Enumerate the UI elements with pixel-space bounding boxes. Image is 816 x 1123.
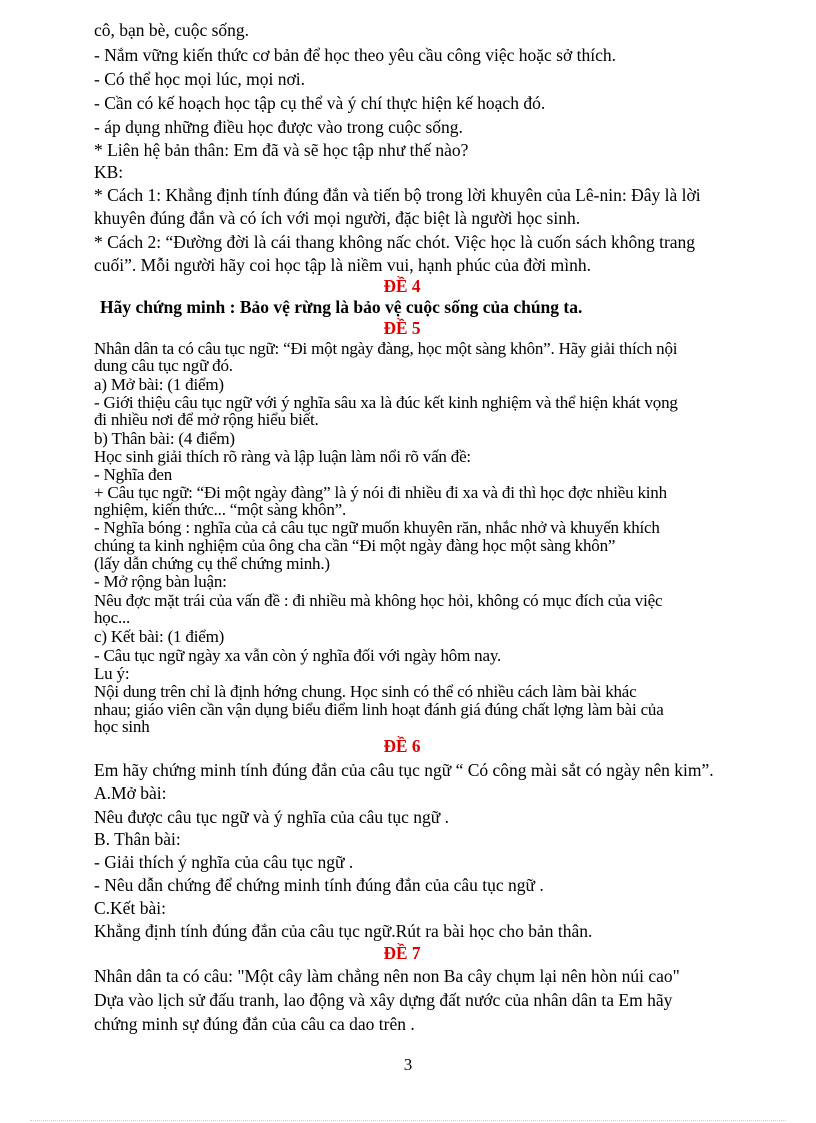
text-line: chúng ta kinh nghiệm của ông cha cần “Đi một ngày đàng học một sàng khôn”	[94, 536, 616, 555]
text-line: cô, bạn bè, cuộc sống.	[94, 20, 250, 40]
text-line: - áp dụng những điều học được vào trong cuộc sống.	[94, 117, 463, 137]
text-line: Nhân dân ta có câu: "Một cây làm chẳng nên non Ba cây chụm lại nên hòn núi cao"	[94, 966, 680, 986]
text-line: b) Thân bài: (4 điểm)	[94, 429, 235, 448]
text-line: cuối”. Mỗi người hãy coi học tập là niềm vui, hạnh phúc của đời mình.	[94, 255, 591, 275]
text-line: chứng minh sự đúng đắn của câu ca dao trên .	[94, 1014, 415, 1034]
text-line: Nêu được câu tục ngữ và ý nghĩa của câu tục ngữ .	[94, 807, 450, 827]
section-topic: Hãy chứng minh : Bảo vệ rừng là bảo vệ cuộc sống của chúng ta.	[100, 297, 583, 317]
text-line: (lấy dẫn chứng cụ thể chứng minh.)	[94, 554, 330, 573]
section-heading-de-6: ĐỀ 6	[383, 736, 421, 756]
text-line: C.Kết bài:	[94, 898, 166, 918]
text-line: c) Kết bài: (1 điểm)	[94, 627, 225, 646]
text-line: - Nghĩa bóng : nghĩa của cả câu tục ngữ muốn khuyên răn, nhắc nhở và khuyến khích	[94, 518, 660, 537]
text-line: - Giải thích ý nghĩa của câu tục ngữ .	[94, 852, 354, 872]
page-number: 3	[403, 1055, 413, 1074]
text-line: Học sinh giải thích rõ ràng và lập luận làm nổi rõ vấn đề:	[94, 447, 471, 466]
text-line: B. Thân bài:	[94, 829, 181, 849]
text-line: khuyên đúng đắn và có ích với mọi người, đặc biệt là người học sinh.	[94, 208, 581, 228]
text-line: - Nghĩa đen	[94, 465, 173, 484]
text-line: đi nhiều nơi để mở rộng hiểu biết.	[94, 410, 319, 429]
text-line: * Liên hệ bản thân: Em đã và sẽ học tập như thế nào?	[94, 140, 469, 160]
text-line: Nội dung trên chỉ là định hớng chung. Học sinh có thể có nhiều cách làm bài khác	[94, 682, 637, 701]
text-line: Khẳng định tính đúng đắn của câu tục ngữ.Rút ra bài học cho bản thân.	[94, 921, 593, 941]
text-line: Lu ý:	[94, 664, 130, 683]
text-line: Em hãy chứng minh tính đúng đắn của câu tục ngữ “ Có công mài sắt có ngày nên kim”.	[94, 760, 714, 780]
text-line: - Giới thiệu câu tục ngữ với ý nghĩa sâu xa là đúc kết kinh nghiệm và thể hiện khát vọng	[94, 393, 678, 412]
text-line: Dựa vào lịch sử đấu tranh, lao động và xây dựng đất nước của nhân dân ta Em hãy	[94, 990, 673, 1010]
text-line: - Cần có kế hoạch học tập cụ thể và ý chí thực hiện kế hoạch đó.	[94, 93, 546, 113]
text-line: KB:	[94, 162, 124, 182]
text-line: Nêu đợc mặt trái của vấn đề : đi nhiều mà không học hỏi, không có mục đích của việc	[94, 591, 663, 610]
section-heading-de-5: ĐỀ 5	[383, 318, 421, 338]
section-heading-de-4: ĐỀ 4	[383, 276, 421, 296]
text-line: * Cách 1: Khẳng định tính đúng đắn và tiến bộ trong lời khuyên của Lê-nin: Đây là lời	[94, 185, 701, 205]
text-line: nghiệm, kiến thức... “một sàng khôn”.	[94, 500, 347, 519]
text-line: - Mở rộng bàn luận:	[94, 572, 227, 591]
text-line: Nhân dân ta có câu tục ngữ: “Đi một ngày đàng, học một sàng khôn”. Hãy giải thích nội	[94, 339, 678, 358]
text-line: nhau; giáo viên cần vận dụng biểu điểm linh hoạt đánh giá đúng chất lợng làm bài của	[94, 700, 664, 719]
text-line: - Câu tục ngữ ngày xa vẫn còn ý nghĩa đối với ngày hôm nay.	[94, 646, 502, 665]
text-line: A.Mở bài:	[94, 783, 167, 803]
text-line: dung câu tục ngữ đó.	[94, 356, 233, 375]
text-line: - Nêu dẫn chứng để chứng minh tính đúng đắn của câu tục ngữ .	[94, 875, 544, 895]
text-line: a) Mở bài: (1 điểm)	[94, 375, 224, 394]
text-line: - Có thể học mọi lúc, mọi nơi.	[94, 69, 305, 89]
text-line: - Nắm vững kiến thức cơ bản để học theo yêu cầu công việc hoặc sở thích.	[94, 45, 616, 65]
text-line: học sinh	[94, 717, 150, 736]
section-heading-de-7: ĐỀ 7	[383, 943, 421, 963]
text-line: học...	[94, 608, 131, 627]
text-line: + Câu tục ngữ: “Đi một ngày đàng” là ý nói đi nhiều đi xa và đi thì học đợc nhiều kinh	[94, 483, 667, 502]
page-bottom-divider	[30, 1120, 786, 1121]
text-line: * Cách 2: “Đường đời là cái thang không nấc chót. Việc học là cuốn sách không trang	[94, 232, 696, 252]
